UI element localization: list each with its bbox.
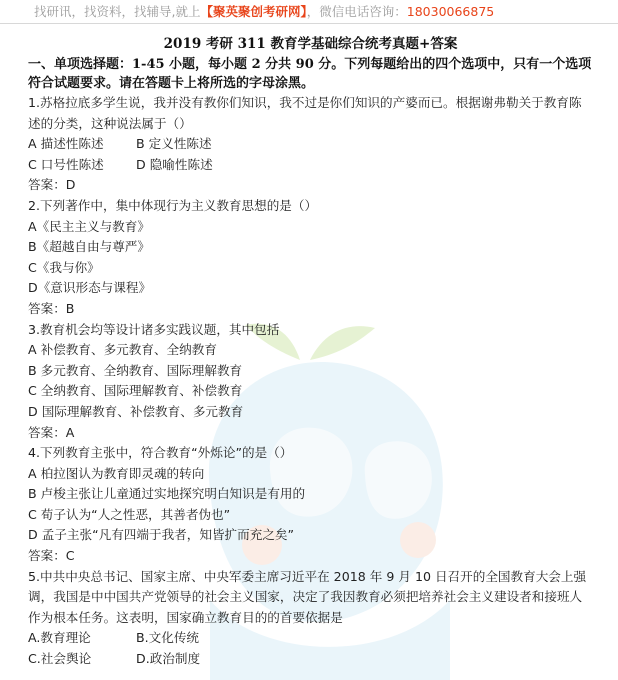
- header-phone: 18030066875: [406, 4, 495, 19]
- option-row: [28, 155, 593, 176]
- question-stem: 4.下列教育主张中，符合教育“外烁论”的是（）: [28, 445, 293, 461]
- option-a: A《民主主义与教育》: [28, 218, 150, 234]
- answer-text: 答案：B: [28, 300, 75, 316]
- option-c: C《我与你》: [28, 259, 100, 275]
- question-3: [28, 320, 593, 444]
- option-row: [28, 134, 593, 155]
- header-middle: ，微信电话咨询：: [306, 4, 407, 19]
- question-1: [28, 93, 593, 196]
- option-row: [28, 628, 593, 649]
- option-b: B 定义性陈述: [136, 136, 212, 152]
- option-c: C 荀子认为“人之性恶，其善者伪也”: [28, 506, 231, 522]
- document-body: [28, 34, 593, 670]
- answer-text: 答案：A: [28, 424, 75, 440]
- question-4: [28, 443, 593, 567]
- option-b: B.文化传统: [136, 630, 200, 646]
- question-stem: 2.下列著作中，集中体现行为主义教育思想的是（）: [28, 197, 318, 213]
- option-b: B 卢梭主张让儿童通过实地探究明白知识是有用的: [28, 486, 306, 502]
- option-a: A 描述性陈述: [28, 136, 104, 152]
- section-heading: 一、单项选择题：1-45 小题，每小题 2 分共 90 分。下列每题给出的四个选项中，只有一个选项符合试题要求。请在答题卡上将所选的字母涂黑。: [28, 57, 592, 91]
- option-d: D 隐喻性陈述: [136, 156, 213, 172]
- header-prefix: 找研讯，找资料，找辅导,就上: [34, 4, 201, 19]
- option-c: C.社会舆论: [28, 651, 92, 667]
- answer-text: 答案：C: [28, 548, 75, 564]
- option-row: [28, 649, 593, 670]
- header-banner: [0, 0, 618, 24]
- option-c: C 口号性陈述: [28, 156, 104, 172]
- option-d: D 孟子主张“凡有四端于我者，知皆扩而充之矣”: [28, 527, 295, 543]
- question-stem: 1.苏格拉底多学生说，我并没有教你们知识，我不过是你们知识的产婆而已。根据谢弗勒关于教育陈述的分类，这种说法属于（）: [28, 95, 582, 131]
- question-stem: 3.教育机会均等设计诸多实践议题，其中包括: [28, 321, 280, 337]
- option-b: B 多元教育、全纳教育、国际理解教育: [28, 362, 243, 378]
- option-a: A 补偿教育、多元教育、全纳教育: [28, 342, 217, 358]
- option-a: A.教育理论: [28, 630, 91, 646]
- option-d: D 国际理解教育、补偿教育、多元教育: [28, 403, 244, 419]
- header-brand-link[interactable]: 【聚英聚创考研网】: [200, 4, 307, 19]
- answer-text: 答案：D: [28, 177, 76, 193]
- question-2: [28, 196, 593, 320]
- option-b: B《超越自由与尊严》: [28, 239, 150, 255]
- option-a: A 柏拉图认为教育即灵魂的转向: [28, 465, 205, 481]
- option-c: C 全纳教育、国际理解教育、补偿教育: [28, 383, 243, 399]
- question-stem: 5.中共中央总书记、国家主席、中央军委主席习近平在 2018 年 9 月 10 日召开的全国教育大会上强调，我国是中中国共产党领导的社会主义国家，决定了我因教育必须把培养社会主义建设者和接班人作为根本任务。这表明，国家确立教育目的的首要依据是: [28, 568, 587, 625]
- question-5: [28, 567, 593, 670]
- option-d: D《意识形态与课程》: [28, 280, 152, 296]
- option-d: D.政治制度: [136, 651, 201, 667]
- page-title: 2019 考研 311 教育学基础综合统考真题+答案: [163, 36, 458, 52]
